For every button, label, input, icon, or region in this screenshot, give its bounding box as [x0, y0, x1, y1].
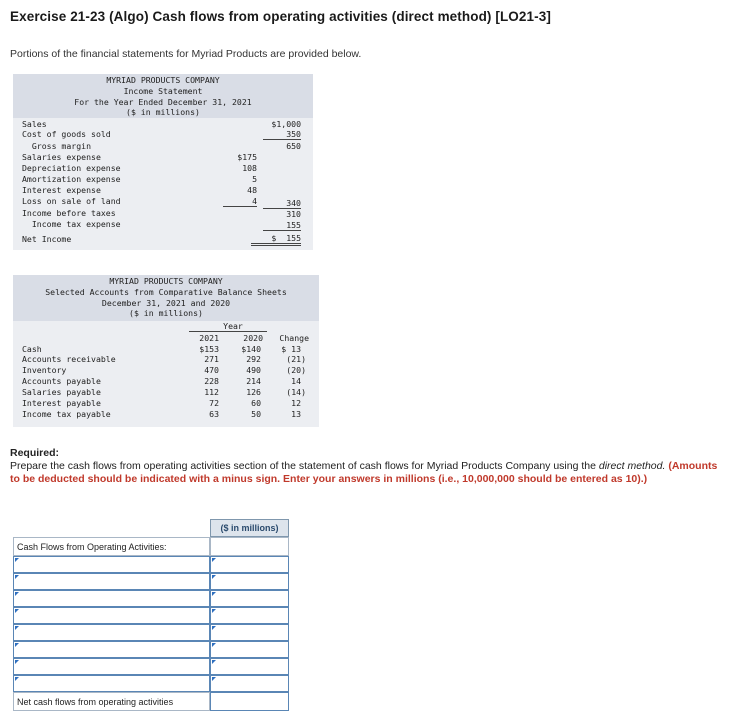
line-item-amount-input[interactable]	[210, 607, 289, 624]
bs-row-2020: 60	[251, 398, 261, 408]
requirement-text: Prepare the cash flows from operating activities section of the statement of cash flows for Myriad Products Company using the	[10, 460, 599, 472]
company-name: MYRIAD PRODUCTS COMPANY	[109, 276, 223, 286]
income-statement-heading	[13, 74, 313, 118]
is-row-right: 340	[263, 198, 301, 209]
balance-sheet-body	[13, 321, 319, 427]
line-item-select[interactable]	[13, 590, 210, 607]
bs-row-2020: 214	[246, 376, 261, 386]
line-item-select[interactable]	[13, 607, 210, 624]
line-item-amount-input[interactable]	[210, 573, 289, 590]
statement-name: Selected Accounts from Comparative Balance Sheets	[45, 287, 287, 297]
bs-row-2021: 72	[209, 398, 219, 408]
bs-row-label: Cash	[22, 344, 42, 354]
year-underline	[189, 331, 267, 332]
col-header-2021: 2021	[199, 333, 219, 343]
is-row-label: Income tax expense	[22, 219, 121, 229]
line-item-amount-input[interactable]	[210, 590, 289, 607]
is-row-label: Salaries expense	[22, 152, 101, 162]
bs-row-change: (21)	[286, 354, 306, 364]
is-row-label: Income before taxes	[22, 208, 116, 218]
bs-row-2020: 50	[251, 409, 261, 419]
bs-row-change: (14)	[286, 387, 306, 397]
net-cash-flows-input[interactable]	[210, 692, 289, 711]
line-item-amount-input[interactable]	[210, 556, 289, 573]
bs-row-label: Interest payable	[22, 398, 101, 408]
is-row-mid: 4	[223, 196, 257, 207]
bs-row-change: (20)	[286, 365, 306, 375]
is-row-label: Net Income	[22, 234, 72, 244]
is-row-label: Loss on sale of land	[22, 196, 121, 206]
statement-dates: December 31, 2021 and 2020	[101, 298, 231, 308]
company-name: MYRIAD PRODUCTS COMPANY	[106, 75, 220, 85]
is-row-right: 155	[263, 220, 301, 231]
statement-period: For the Year Ended December 31, 2021	[74, 97, 252, 107]
section-label-amount	[210, 537, 289, 556]
is-row-right: 350	[263, 129, 301, 140]
line-item-select[interactable]	[13, 658, 210, 675]
line-item-amount-input[interactable]	[210, 658, 289, 675]
requirement-heading: Required:	[10, 447, 60, 459]
bs-row-change: 12	[291, 398, 301, 408]
is-row-label: Amortization expense	[22, 174, 121, 184]
is-row-right: $ 155	[251, 233, 301, 246]
bs-row-2020: 126	[246, 387, 261, 397]
is-row-label: Gross margin	[22, 141, 92, 151]
is-row-mid: 48	[247, 185, 257, 195]
bs-row-label: Accounts payable	[22, 376, 101, 386]
is-row-mid: $175	[237, 152, 257, 162]
bs-row-label: Accounts receivable	[22, 354, 116, 364]
requirement-instructions: (Amounts to be deducted should be indicated with a minus sign. Enter your answers in millions (i.e., 10,000,000 should be entered as 10).)	[10, 460, 718, 485]
bs-row-change: $ 13	[281, 344, 301, 354]
line-item-select[interactable]	[13, 556, 210, 573]
balance-sheet-heading	[13, 275, 319, 321]
line-item-amount-input[interactable]	[210, 641, 289, 658]
bs-row-2021: 63	[209, 409, 219, 419]
line-item-amount-input[interactable]	[210, 624, 289, 641]
bs-row-2020: 292	[246, 354, 261, 364]
bs-row-label: Salaries payable	[22, 387, 101, 397]
section-label: Cash Flows from Operating Activities:	[13, 537, 210, 556]
line-item-amount-input[interactable]	[210, 675, 289, 692]
income-statement-body	[13, 118, 313, 250]
bs-row-2021: 228	[204, 376, 219, 386]
statement-units: ($ in millions)	[126, 107, 200, 117]
bs-row-change: 14	[291, 376, 301, 386]
bs-row-change: 13	[291, 409, 301, 419]
col-header-2020: 2020	[243, 333, 263, 343]
exercise-title: Exercise 21-23 (Algo) Cash flows from operating activities (direct method) [LO21-3]	[10, 9, 551, 24]
is-row-mid: 5	[252, 174, 257, 184]
requirement-method: direct method.	[598, 460, 666, 472]
requirement-block	[10, 447, 730, 486]
bs-row-label: Inventory	[22, 365, 67, 375]
is-row-label: Depreciation expense	[22, 163, 121, 173]
bs-row-label: Income tax payable	[22, 409, 111, 419]
statement-name: Income Statement	[123, 86, 203, 96]
year-label: Year	[223, 321, 243, 331]
is-row-right: $1,000	[271, 119, 301, 129]
bs-row-2021: 470	[204, 365, 219, 375]
bs-row-2020: $140	[241, 344, 261, 354]
line-item-select[interactable]	[13, 675, 210, 692]
net-cash-flows-label: Net cash flows from operating activities	[13, 692, 210, 711]
line-item-select[interactable]	[13, 624, 210, 641]
is-row-mid: 108	[242, 163, 257, 173]
bs-row-2021: $153	[199, 344, 219, 354]
statement-units: ($ in millions)	[129, 308, 203, 318]
is-row-right: 650	[286, 141, 301, 151]
is-row-label: Sales	[22, 119, 47, 129]
bs-row-2020: 490	[246, 365, 261, 375]
line-item-select[interactable]	[13, 641, 210, 658]
line-item-select[interactable]	[13, 573, 210, 590]
column-header-millions: ($ in millions)	[210, 519, 289, 537]
is-row-label: Cost of goods sold	[22, 129, 111, 139]
bs-row-2021: 112	[204, 387, 219, 397]
is-row-right: 310	[286, 209, 301, 219]
col-header-change: Change	[279, 333, 309, 343]
bs-row-2021: 271	[204, 354, 219, 364]
intro-text: Portions of the financial statements for Myriad Products are provided below.	[10, 48, 362, 60]
is-row-label: Interest expense	[22, 185, 101, 195]
